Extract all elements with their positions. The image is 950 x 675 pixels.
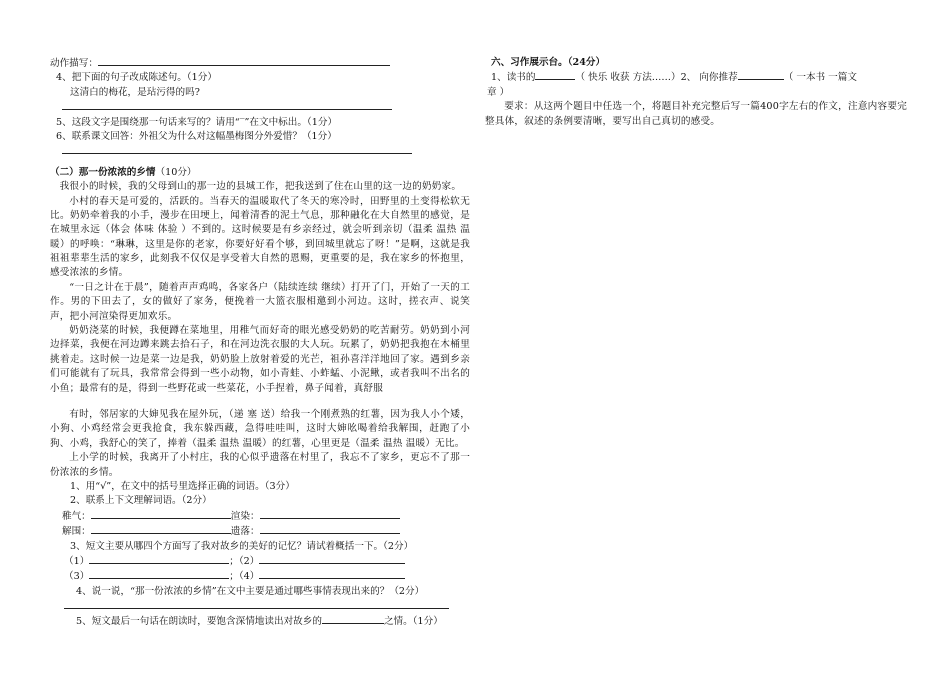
- q5-text-b: 之情。（1分）: [383, 616, 443, 628]
- q3-row-2: [50, 569, 470, 584]
- passage-paragraph: 我很小的时候，我的父母到山的那一边的县城工作，把我送到了住在山里的这一边的奶奶家。: [59, 181, 462, 193]
- q2-row-1: [50, 509, 470, 524]
- answer-blank[interactable]: [260, 509, 400, 519]
- reading-question-2: 2、联系上下文理解词语。（2分）: [70, 495, 212, 507]
- q2-row-2: [50, 524, 470, 539]
- answer-blank[interactable]: [89, 554, 229, 564]
- reading-question-4: 4、说一说，“那一份浓浓的乡情”在文中主要是通过哪些事情表现出来的？（2分）: [76, 585, 425, 597]
- topic-options: （ 快乐 收获 方法……）2、 向你推荐: [575, 72, 738, 84]
- topic-1-text: 1、读书的: [491, 72, 536, 84]
- answer-blank[interactable]: [322, 614, 384, 624]
- question-6: 6、联系课文回答：外祖父为什么对这幅墨梅图分外爱惜？（1分）: [56, 130, 337, 142]
- question-4: 4、把下面的句子改成陈述句。（1分）: [56, 72, 217, 84]
- answer-blank-row: [50, 100, 470, 115]
- answer-blank-row: [50, 599, 470, 614]
- q3-item: ；（2）: [229, 555, 260, 567]
- answer-blank[interactable]: [91, 524, 231, 534]
- right-column: [485, 56, 915, 129]
- answer-blank[interactable]: [62, 144, 412, 154]
- question-5: 5、这段文字是围绕那一句话来写的？请用“‾”在文中标出。（1分）: [56, 116, 338, 128]
- topic-1-blank[interactable]: [535, 70, 575, 80]
- q3-item: （1）: [64, 555, 90, 567]
- answer-blank[interactable]: [259, 569, 405, 579]
- answer-blank[interactable]: [259, 554, 405, 564]
- reading-question-1: 1、用“√”，在文中的括号里选择正确的词语。（3分）: [70, 480, 295, 492]
- q2-term: 稚气：: [62, 510, 91, 522]
- reading-question-3: 3、短文主要从哪四个方面写了我对故乡的美好的记忆？请试着概括一下。（2分）: [70, 540, 414, 552]
- topic-2-blank[interactable]: [738, 70, 784, 80]
- answer-blank-row: [50, 144, 470, 159]
- passage-paragraph: 奶奶浇菜的时候，我便蹲在菜地里，用稚气而好奇的眼光感受奶奶的吃苦耐劳。奶奶到小河边择菜，我便在河边蹲来跳去拾石子，和在河边洗衣服的大人玩。玩累了，奶奶把我抱在木桶里挑着走。这时候一边是菜一边是我，奶奶脸上放射着爱的光芒，祖孙喜洋洋地回了家。遇到乡亲们可能就有了玩具，我常常会得到一些小动物，如小青蛙、小蚱蜢、小泥鳅，或者我叫不出名的小鱼；最常有的是，得到一些野花或一些菜花，小手捏着，鼻子闻着，真舒服: [50, 325, 470, 394]
- reading-question-5: [50, 614, 470, 629]
- answer-blank[interactable]: [98, 56, 390, 66]
- answer-blank[interactable]: [89, 569, 229, 579]
- composition-topic-line-2: 章 ）: [487, 86, 510, 98]
- q2-term: 渲染：: [230, 510, 260, 522]
- answer-blank[interactable]: [91, 509, 231, 519]
- action-description-line: [50, 56, 470, 71]
- answer-blank[interactable]: [62, 100, 392, 110]
- passage-paragraph: 小村的春天是可爱的，活跃的。当春天的温暖取代了冬天的寒冷时，田野里的土变得松软无比。奶奶牵着我的小手，漫步在田埂上，闻着清香的泥土气息，那种融化在大自然里的感觉，是在城里永远（体会 体味 体验 ）不到的。这时候要是有乡亲经过，就会听到亲切（温柔 温热 温暖）的呼唤：“琳琳，这里是你的老家，你要好好看个够，到回城里就忘了呀！”是啊，这就是我祖祖辈辈生活的家乡，此刻我不仅仅是享受着大自然的恩赐，更重要的是，我在家乡的怀抱里，感受浓浓的乡情。: [50, 195, 470, 279]
- answer-blank[interactable]: [64, 599, 449, 609]
- passage-paragraph: 有时，邻居家的大婶见我在屋外玩，（递 塞 送）给我一个刚煮熟的红薯，因为我人小个矮，小狗、小鸡经常会更我抢食，我东躲西藏，急得哇哇叫，这时大婶吆喝着给我解围，赶跑了小狗、小鸡，我舒心的笑了，捧着（温柔 温热 温暖）的红薯，心里更是（温柔 温热 温暖）无比。: [50, 408, 470, 449]
- reading-passage: [50, 180, 470, 480]
- composition-topic-line: [485, 70, 915, 85]
- action-description-label: 动作描写：: [50, 58, 98, 69]
- q2-term: 遗落：: [230, 526, 260, 538]
- section-score: （10分）: [155, 166, 197, 178]
- q2-term: 解围：: [62, 526, 91, 538]
- section-heading: [50, 166, 470, 180]
- composition-requirements: 要求：从这两个题目中任选一个，将题目补充完整后写一篇400字左右的作文，注意内容要完整具体，叙述的条例要清晰，要写出自己真切的感受。: [485, 101, 907, 127]
- q3-item: （3）: [64, 571, 90, 583]
- answer-blank[interactable]: [260, 524, 400, 534]
- question-4-sentence: 这清白的梅花，是玷污得的吗?: [70, 86, 200, 98]
- q5-text-a: 5、短文最后一句话在朗读时，要饱含深情地读出对故乡的: [76, 616, 322, 628]
- left-column: [50, 56, 470, 630]
- composition-title: 六、习作展示台。（24分）: [491, 57, 606, 68]
- passage-paragraph: “一日之计在于晨”，随着声声鸡鸣，各家各户（陆续连续 继续）打开了门，开始了一天的工作。男的下田去了，女的做好了家务，便挽着一大篮衣服相邀到小河边。这时，搓衣声、说笑声，把小河渲染得更加欢乐。: [50, 281, 470, 322]
- section-title: （二）那一份浓浓的乡情: [50, 166, 156, 178]
- q3-item: ；（4）: [229, 571, 260, 583]
- passage-paragraph: 上小学的时候，我离开了小村庄，我的心似乎遗落在村里了，我忘不了家乡，更忘不了那一份浓浓的乡情。: [50, 452, 470, 478]
- topic-2-options: （ 一本书 一篇文: [783, 72, 857, 84]
- q3-row-1: [50, 554, 470, 569]
